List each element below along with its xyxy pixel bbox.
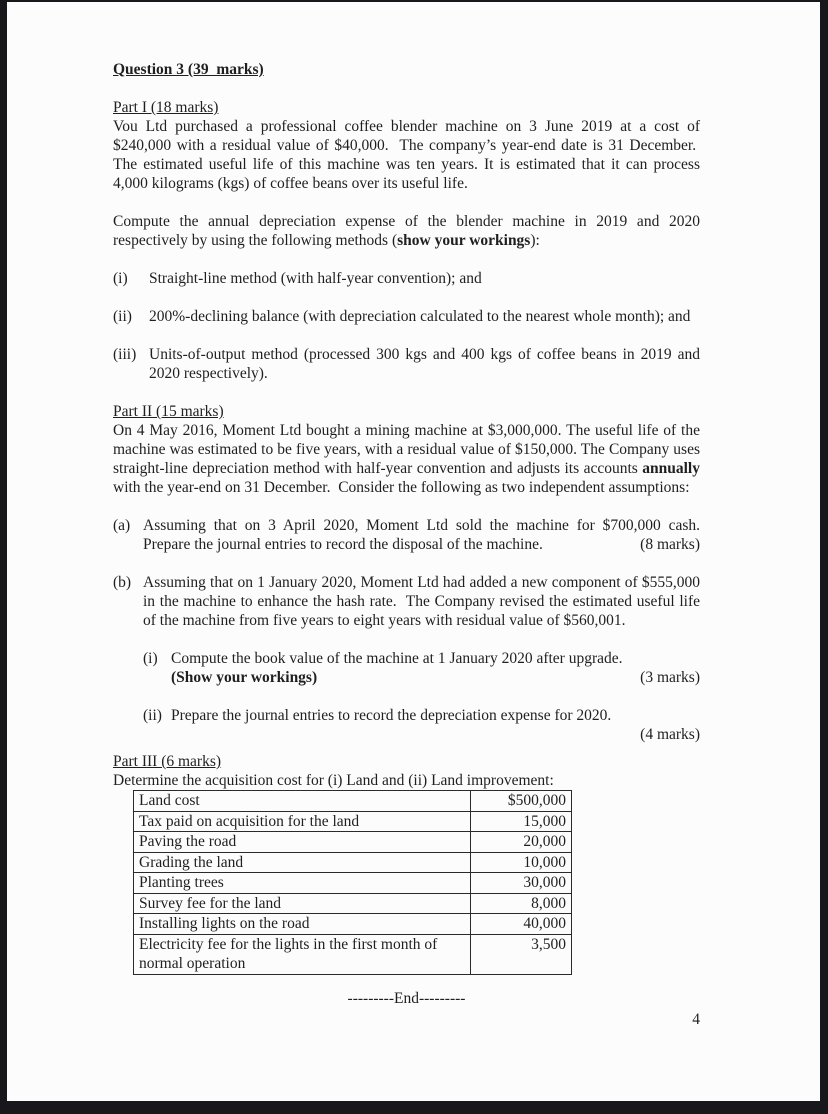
- row-value: 20,000: [471, 832, 572, 853]
- assumption-a-body: [143, 516, 700, 554]
- sub-i-line1: Compute the book value of the machine at 1 January 2020 after upgrade.: [171, 650, 623, 667]
- table-row: [134, 873, 572, 894]
- list-marker: (i): [143, 650, 158, 667]
- list-marker: (ii): [143, 707, 162, 724]
- row-label: Tax paid on acquisition for the land: [134, 811, 471, 832]
- part3-intro-line: Determine the acquisition cost for (i) Land and (ii) Land improvement:: [113, 772, 554, 789]
- part1-heading: Part I (18 marks): [113, 99, 219, 116]
- task-text-pre: Compute the annual depreciation expense of the blender machine in 2019 and 2020 respectively by using the following methods (: [113, 213, 700, 249]
- part2-intro-paragraph: [113, 421, 700, 497]
- task-text-post: ):: [530, 232, 540, 249]
- assumption-b-sub-i: [143, 649, 700, 687]
- row-value: 3,500: [471, 934, 572, 974]
- table-row: [134, 914, 572, 935]
- list-marker: (iii): [113, 346, 137, 363]
- table-row: [134, 893, 572, 914]
- page-number: 4: [692, 1010, 700, 1028]
- show-workings-note: (Show your workings): [171, 669, 318, 686]
- row-value: 30,000: [471, 873, 572, 894]
- marks-badge: (4 marks): [640, 726, 700, 743]
- sub-i-body: [171, 649, 700, 687]
- row-label: Installing lights on the road: [134, 914, 471, 935]
- part2-intro-bold: annually: [642, 460, 700, 477]
- document-page: [7, 2, 820, 1101]
- part3-heading: Part III (6 marks): [113, 753, 222, 770]
- assumption-a-line2: [143, 535, 700, 554]
- list-item-i: [113, 269, 700, 288]
- list-item-ii: [113, 307, 700, 326]
- row-value: 40,000: [471, 914, 572, 935]
- end-marker: ---------End---------: [347, 989, 466, 1007]
- assumption-a-line1: Assuming that on 3 April 2020, Moment Ltd sold the machine for $700,000 cash.: [143, 517, 700, 534]
- assumption-a-task: Prepare the journal entries to record the disposal of the machine.: [143, 536, 543, 553]
- row-value: 10,000: [471, 852, 572, 873]
- table-row: [134, 832, 572, 853]
- sub-ii-body: [171, 706, 700, 744]
- sub-ii-line1: Prepare the journal entries to record the depreciation expense for 2020.: [171, 707, 612, 724]
- list-item-text: Units-of-output method (processed 300 kgs and 400 kgs of coffee beans in 2019 and 2020 respectively).: [149, 346, 700, 382]
- assumption-b-body: Assuming that on 1 January 2020, Moment Ltd had added a new component of $555,000 in the machine to enhance the hash rate. The Company revised the estimated useful life of the machine from five years to eight years with residual value of $560,001.: [143, 574, 700, 629]
- part2-intro-pre: On 4 May 2016, Moment Ltd bought a mining machine at $3,000,000. The useful life of the machine was estimated to be five years, with a residual value of $150,000. The Company uses straight-line depreciation method with half-year convention and adjusts its accounts: [113, 422, 700, 477]
- table-row: [134, 791, 572, 812]
- row-value: $500,000: [471, 791, 572, 812]
- list-item-iii: [113, 345, 700, 383]
- row-value: 15,000: [471, 811, 572, 832]
- task-text-bold: show your workings: [397, 232, 531, 249]
- row-label: Planting trees: [134, 873, 471, 894]
- part1-task-paragraph: [113, 212, 700, 250]
- row-value: 8,000: [471, 893, 572, 914]
- table-row: [134, 934, 572, 974]
- marks-badge: (3 marks): [640, 669, 700, 686]
- part1-intro-paragraph: Vou Ltd purchased a professional coffee blender machine on 3 June 2019 at a cost of $240,000 with a residual value of $40,000. The company’s year-end date is 31 December. The estimated useful life of this machine was ten years. It is estimated that it can process 4,000 kilograms (kgs) of coffee beans over its useful life.: [113, 118, 700, 192]
- list-marker: (ii): [113, 308, 132, 325]
- assumption-b: [113, 573, 700, 630]
- table-row: [134, 852, 572, 873]
- list-marker: (b): [113, 574, 132, 591]
- sub-ii-line2: [171, 725, 700, 744]
- part2-intro-post: with the year-end on 31 December. Consider the following as two independent assumptions:: [113, 479, 690, 496]
- assumption-a: [113, 516, 700, 554]
- list-marker: (a): [113, 517, 131, 534]
- marks-badge: (8 marks): [640, 536, 700, 553]
- list-item-text: Straight-line method (with half-year convention); and: [149, 270, 482, 287]
- part2-heading: Part II (15 marks): [113, 403, 224, 420]
- page-content: [7, 2, 820, 1029]
- table-row: [134, 811, 572, 832]
- list-item-text: 200%-declining balance (with depreciation calculated to the nearest whole month); and: [149, 308, 691, 325]
- sub-i-line2: [171, 668, 700, 687]
- assumption-b-sub-ii: [143, 706, 700, 744]
- list-marker: (i): [113, 270, 128, 287]
- row-label: Grading the land: [134, 852, 471, 873]
- row-label: Survey fee for the land: [134, 893, 471, 914]
- question-title: Question 3 (39 marks): [113, 61, 264, 78]
- row-label: Paving the road: [134, 832, 471, 853]
- row-label: Electricity fee for the lights in the first month of normal operation: [134, 934, 471, 974]
- row-label: Land cost: [134, 791, 471, 812]
- acquisition-cost-table: [133, 790, 572, 975]
